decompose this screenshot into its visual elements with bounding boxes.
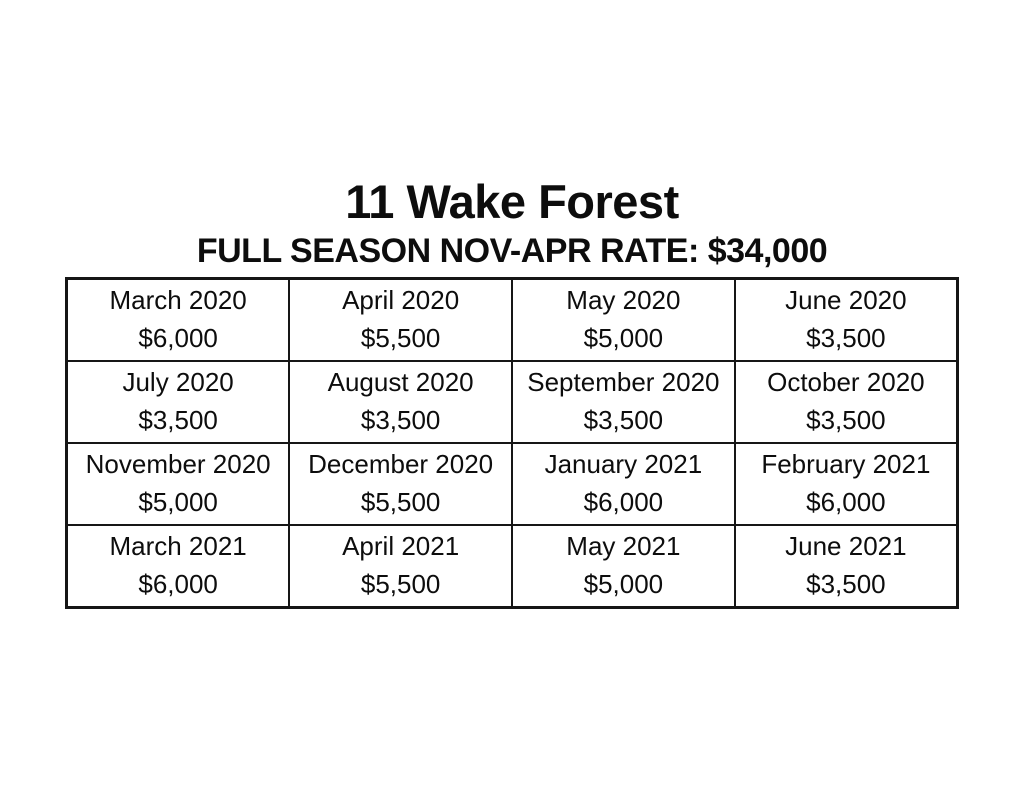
- rate-cell: [735, 278, 958, 361]
- cell-month-label: November 2020: [85, 449, 271, 480]
- cell-month-label: July 2020: [122, 367, 234, 398]
- cell-month-label: March 2021: [109, 531, 247, 562]
- rate-cell: [512, 525, 735, 608]
- rate-cell: [512, 278, 735, 361]
- rate-cell: [67, 278, 290, 361]
- rate-cell: [289, 278, 512, 361]
- rate-cell: [735, 525, 958, 608]
- cell-month-label: February 2021: [761, 449, 931, 480]
- cell-rate-value: $3,500: [806, 568, 886, 599]
- cell-month-label: March 2020: [109, 285, 247, 316]
- cell-rate-value: $5,500: [360, 486, 441, 517]
- cell-rate-value: $6,000: [138, 568, 218, 599]
- cell-month-label: October 2020: [767, 367, 925, 398]
- rate-cell: [512, 361, 735, 443]
- cell-month-label: May 2021: [566, 531, 681, 562]
- rate-cell: [735, 443, 958, 525]
- cell-month-label: June 2020: [785, 285, 907, 316]
- monthly-rate-table: [65, 277, 959, 609]
- cell-rate-value: $5,000: [583, 322, 664, 353]
- cell-rate-value: $6,000: [806, 486, 886, 517]
- rate-cell: [67, 443, 290, 525]
- rate-cell: [67, 525, 290, 608]
- cell-month-label: January 2021: [544, 449, 703, 480]
- cell-month-label: December 2020: [308, 449, 494, 480]
- page-title: 11 Wake Forest: [345, 175, 679, 228]
- table-row: [67, 361, 958, 443]
- rate-cell: [289, 525, 512, 608]
- rate-cell: [289, 361, 512, 443]
- cell-rate-value: $5,000: [138, 486, 218, 517]
- cell-month-label: April 2020: [342, 285, 460, 316]
- cell-rate-value: $3,500: [583, 404, 664, 435]
- cell-rate-value: $3,500: [360, 404, 441, 435]
- page-subtitle: FULL SEASON NOV-APR RATE: $34,000: [196, 231, 828, 270]
- cell-rate-value: $5,500: [360, 322, 441, 353]
- table-row: [67, 278, 958, 361]
- rate-cell: [289, 443, 512, 525]
- cell-month-label: September 2020: [527, 367, 720, 398]
- cell-rate-value: $6,000: [583, 486, 664, 517]
- rate-cell: [735, 361, 958, 443]
- cell-rate-value: $3,500: [138, 404, 218, 435]
- monthly-rate-table-body: [67, 278, 958, 607]
- table-row: [67, 443, 958, 525]
- cell-rate-value: $6,000: [138, 322, 218, 353]
- cell-rate-value: $3,500: [806, 322, 886, 353]
- cell-month-label: May 2020: [566, 285, 681, 316]
- table-row: [67, 525, 958, 608]
- cell-rate-value: $5,500: [360, 568, 441, 599]
- rate-cell: [67, 361, 290, 443]
- cell-rate-value: $5,000: [583, 568, 664, 599]
- cell-rate-value: $3,500: [806, 404, 886, 435]
- cell-month-label: June 2021: [785, 531, 907, 562]
- cell-month-label: August 2020: [327, 367, 474, 398]
- rate-cell: [512, 443, 735, 525]
- cell-month-label: April 2021: [342, 531, 460, 562]
